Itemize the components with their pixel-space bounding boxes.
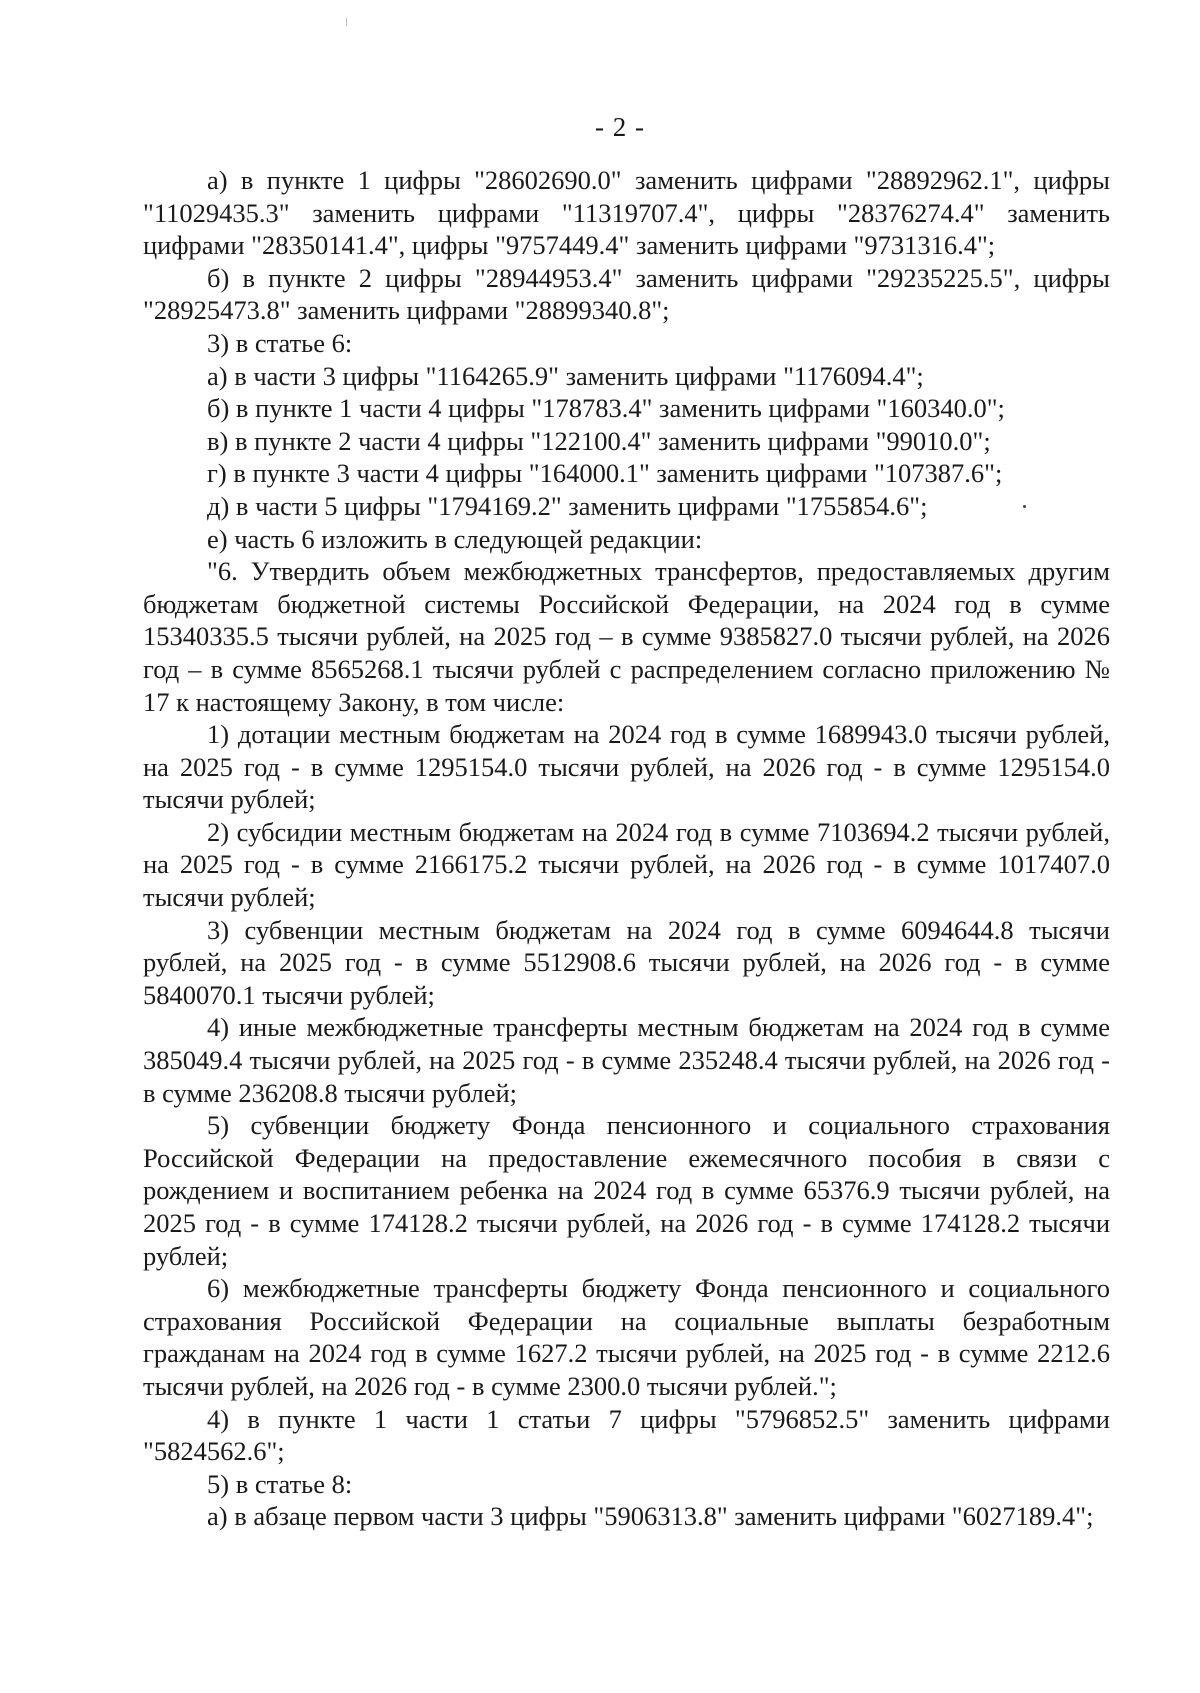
paragraph-subsidy-1: 1) дотации местным бюджетам на 2024 год в сумме 1689943.0 тысячи рублей, на 2025 год - в сумме 1295154.0 тысячи рублей, на 2026 год - в сумме 1295154.0 тысячи рублей; xyxy=(143,719,1110,815)
paragraph-subsidy-4: 4) иные межбюджетные трансферты местным бюджетам на 2024 год в сумме 385049.4 тысячи рублей, на 2025 год - в сумме 235248.4 тысячи рублей, на 2026 год - в сумме 236208.8 тысячи рублей; xyxy=(143,1012,1110,1108)
paragraph-article-6-heading: 3) в статье 6: xyxy=(207,327,353,358)
scan-mark xyxy=(346,18,347,26)
paragraph-3a-item1: а) в пункте 1 цифры "28602690.0" заменить цифрами "28892962.1", цифры "11029435.3" заменить цифрами "11319707.4", цифры "28376274.4" заменить цифрами "28350141.4", цифры "9757449.4" заменить цифрами "9731316.4"; xyxy=(143,165,1110,261)
paragraph-8a: а) в абзаце первом части 3 цифры "5906313.8" заменить цифрами "6027189.4"; xyxy=(207,1501,1094,1532)
paragraph-6b: б) в пункте 1 части 4 цифры "178783.4" заменить цифрами "160340.0"; xyxy=(207,393,1005,424)
paragraph-3b-item2: б) в пункте 2 цифры "28944953.4" заменить цифрами "29235225.5", цифры "28925473.8" заменить цифрами "28899340.8"; xyxy=(143,262,1110,326)
paragraph-part-6-text: "6. Утвердить объем межбюджетных трансфертов, предоставляемых другим бюджетам бюджетной системы Российской Федерации, на 2024 год в сумме 15340335.5 тысячи рублей, на 2025 год – в сумме 9385827.0 тысячи рублей, на 2026 год – в сумме 8565268.1 тысячи рублей с распределением согласно приложению № 17 к настоящему Закону, в том числе: xyxy=(143,556,1110,717)
paragraph-6a: а) в части 3 цифры "1164265.9" заменить цифрами "1176094.4"; xyxy=(207,360,924,391)
paragraph-subsidy-5: 5) субвенции бюджету Фонда пенсионного и социального страхования Российской Федерации на предоставление ежемесячного пособия в связи с рождением и воспитанием ребенка на 2024 год в сумме 65376.9 тысячи рублей, на 2025 год - в сумме 174128.2 тысячи рублей, на 2026 год - в сумме 174128.2 тысячи рублей; xyxy=(143,1110,1110,1271)
paragraph-article-8-heading: 5) в статье 8: xyxy=(207,1468,353,1499)
scan-speck xyxy=(1023,505,1026,508)
paragraph-6v: в) в пункте 2 части 4 цифры "122100.4" заменить цифрами "99010.0"; xyxy=(207,425,991,456)
paragraph-item-4: 4) в пункте 1 части 1 статьи 7 цифры "5796852.5" заменить цифрами "5824562.6"; xyxy=(143,1403,1110,1467)
paragraph-6d: д) в части 5 цифры "1794169.2" заменить цифрами "1755854.6"; xyxy=(207,490,928,521)
paragraph-subsidy-6: 6) межбюджетные трансферты бюджету Фонда пенсионного и социального страхования Российской Федерации на социальные выплаты безработным гражданам на 2024 год в сумме 1627.2 тысячи рублей, на 2025 год - в сумме 2212.6 тысячи рублей, на 2026 год - в сумме 2300.0 тысячи рублей."; xyxy=(143,1273,1110,1401)
paragraph-subsidy-2: 2) субсидии местным бюджетам на 2024 год в сумме 7103694.2 тысячи рублей, на 2025 год - в сумме 2166175.2 тысячи рублей, на 2026 год - в сумме 1017407.0 тысячи рублей; xyxy=(143,816,1110,913)
page-number: - 2 - xyxy=(595,112,645,142)
paragraph-subsidy-3: 3) субвенции местным бюджетам на 2024 год в сумме 6094644.8 тысячи рублей, на 2025 год - в сумме 5512908.6 тысячи рублей, на 2026 год - в сумме 5840070.1 тысячи рублей; xyxy=(143,914,1110,1010)
paragraph-6e: е) часть 6 изложить в следующей редакции: xyxy=(207,523,703,554)
paragraph-6g: г) в пункте 3 части 4 цифры "164000.1" заменить цифрами "107387.6"; xyxy=(207,458,1003,489)
document-body xyxy=(143,164,1110,1533)
